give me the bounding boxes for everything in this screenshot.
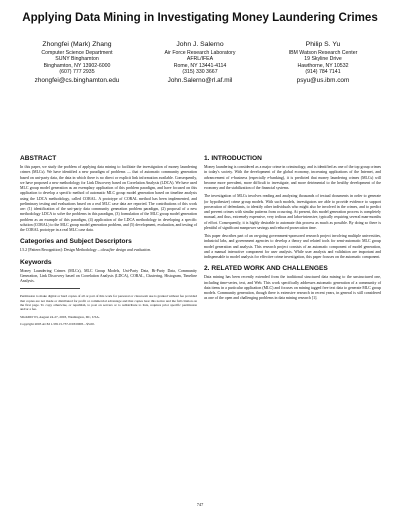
keywords-heading: Keywords (20, 258, 52, 266)
permission-notice: Permission to make digital or hard copies of all or part of this work for personal or classroom use is granted without fee provided that copies are not made or distributed for profit or commercial advantage and that copies bear this notice and the full citation on the first page. To copy otherwise, or republish, to post on servers or to redistribute to lists, requires prior specific permission and/or a fee. (20, 294, 197, 312)
author-affiliation: Computer Science Department (41, 49, 113, 56)
abstract-text: In this paper, we study the problem of applying data mining to facilitate the investigation of money laundering crimes (MLCs). We have identified a new paradigm of problems — that of automatic community generation based on uni-party data, the data in which there is no direct or explicit link information available. Consequently, we have proposed a new methodology for Link Discovery based on Correlation Analysis (LDCA). We have used MLC group model generation as an exemplary application of this problem paradigm, and have focused on this application to develop a specific method of automatic MLC group model generation based on timeline analysis using the LDCA methodology, called CORAL. A prototype of CORAL method has been implemented, and preliminary testing and evaluations based on a real MLC case data are reported. The contributions of this work are: (1) identification of the uni-party data community generation problem paradigm, (2) proposal of a new methodology LDCA to solve the problems in this paradigm, (3) formulation of the MLC group model generation problem as an example of this paradigm, (4) application of the LDCA methodology in developing a specific solution (CORAL) to the MLC group model generation problem, and (5) development, evaluation, and testing of the CORAL prototype in a real MLC case data. (20, 165, 197, 232)
author-email: zhongfei@cs.binghamton.edu (34, 76, 120, 84)
author-name: Zhongfei (Mark) Zhang (42, 41, 112, 48)
author-org: SUNY Binghamton (55, 56, 99, 63)
author-name: John J. Salerno (176, 41, 224, 48)
author-email: John.Salerno@rl.af.mil (167, 76, 233, 84)
author-block (18, 41, 382, 85)
abstract-heading: ABSTRACT (20, 155, 57, 162)
author-address: Binghamton, NY 13902-6000 (43, 62, 111, 69)
author-2 (141, 41, 259, 85)
paper-title: Applying Data Mining in Investigating Money Laundering Crimes (22, 11, 378, 24)
venue-line: SIGKDD '03, August 24-27, 2003, Washington, DC, USA. (20, 314, 100, 319)
related-work-heading: 2. RELATED WORK AND CHALLENGES (204, 265, 328, 273)
author-3 (264, 41, 382, 85)
author-address: Rome, NY 13441-4114 (173, 62, 227, 69)
author-1 (18, 41, 136, 85)
categories-descriptor: I.5.2 [Pattern Recognition]: Design Methodology – (20, 248, 100, 253)
author-phone: (315) 330 3667 (182, 69, 218, 76)
copyright-line: Copyright 2003 ACM 1-58113-737-0/03/0008…$5.00. (20, 322, 95, 327)
related-work-paragraph-1: Data mining has been recently extended from the traditional structured data mining to the unstructured one, including time-series, text, and Web. This work specifically addresses automatic generation of a community of data items in a particular application (MLC) and focuses on mining tagged free text data to generate MLC group models. Community generation, though there is extensive research in recent years, in general is still considered as one of the open and challenging problems in data mining research [1]. (204, 275, 381, 301)
author-phone: (607) 777 2935 (59, 69, 95, 76)
right-column (204, 155, 381, 305)
author-affiliation: Air Force Research Laboratory (164, 49, 236, 56)
author-affiliation: IBM Watson Research Center (288, 49, 358, 56)
categories-text (20, 248, 197, 253)
author-address: Hawthorne, NY 10532 (297, 62, 349, 69)
left-column (20, 155, 197, 327)
intro-paragraph-3: This paper describes part of an on-going government-sponsored research project involving multiple universities, industrial labs, and government agencies to develop a theory and related tools for semi-automatic MLC group model generation and analysis. This research project consists of an automatic component of model generation, and a manual interactive component for user analysis. While user analysis and validation are important and indispensable to model analysis for effective crime investigation, this paper focuses on the automatic component. (204, 234, 381, 259)
author-name: Philip S. Yu (305, 41, 341, 48)
author-org: 19 Skyline Drive (304, 56, 342, 63)
page-number: 747 (196, 502, 204, 507)
categories-italic: classifier design and evaluation. (100, 248, 152, 253)
author-phone: (914) 784 7141 (305, 69, 341, 76)
intro-paragraph-1: Money laundering is considered as a major crime in criminology, and is identified as one of the top group crimes in today's society. With the development of the global economy, increasing applications of the Internet, and advancement of e-business (especially e-banking), it is predicted that money laundering crimes (MLCs) will become more prevalent, more difficult to investigate, and more detrimental to the healthy development of the economy and the stabilization of the financial systems. (204, 165, 381, 190)
footnote-divider (20, 288, 80, 289)
author-email: psyu@us.ibm.com (296, 76, 350, 84)
categories-heading: Categories and Subject Descriptors (20, 238, 132, 246)
author-org: AFRL/IFEA (186, 56, 214, 63)
intro-paragraph-2: The investigation of MLCs involves reading and analyzing thousands of textual documents in order to generate (or hypothesize) crime group models. With such models, investigators are able to provide evidence to support prosecution of defendants, to identify other individuals who might also be involved in the crimes, and to predict and prevent crimes with similar patterns from occurring. At present, this model generation process is completely manual, and thus, extremely expensive, very tedious and labor-intensive, typically requiring several man-months of effort. Consequently, it is highly desirable to automate this process as much as possible. By doing so there is plentiful of significant manpower savings and reduced prosecution time. (204, 194, 381, 230)
intro-heading: 1. INTRODUCTION (204, 155, 262, 162)
keywords-text: Money Laundering Crimes (MLCs), MLC Group Models, Uni-Party Data, Bi-Party Data, Community Generation, Link Discovery based on Correlation Analysis (LDCA), CORAL, Clustering, Histogram, Timeline Analysis. (20, 268, 197, 283)
